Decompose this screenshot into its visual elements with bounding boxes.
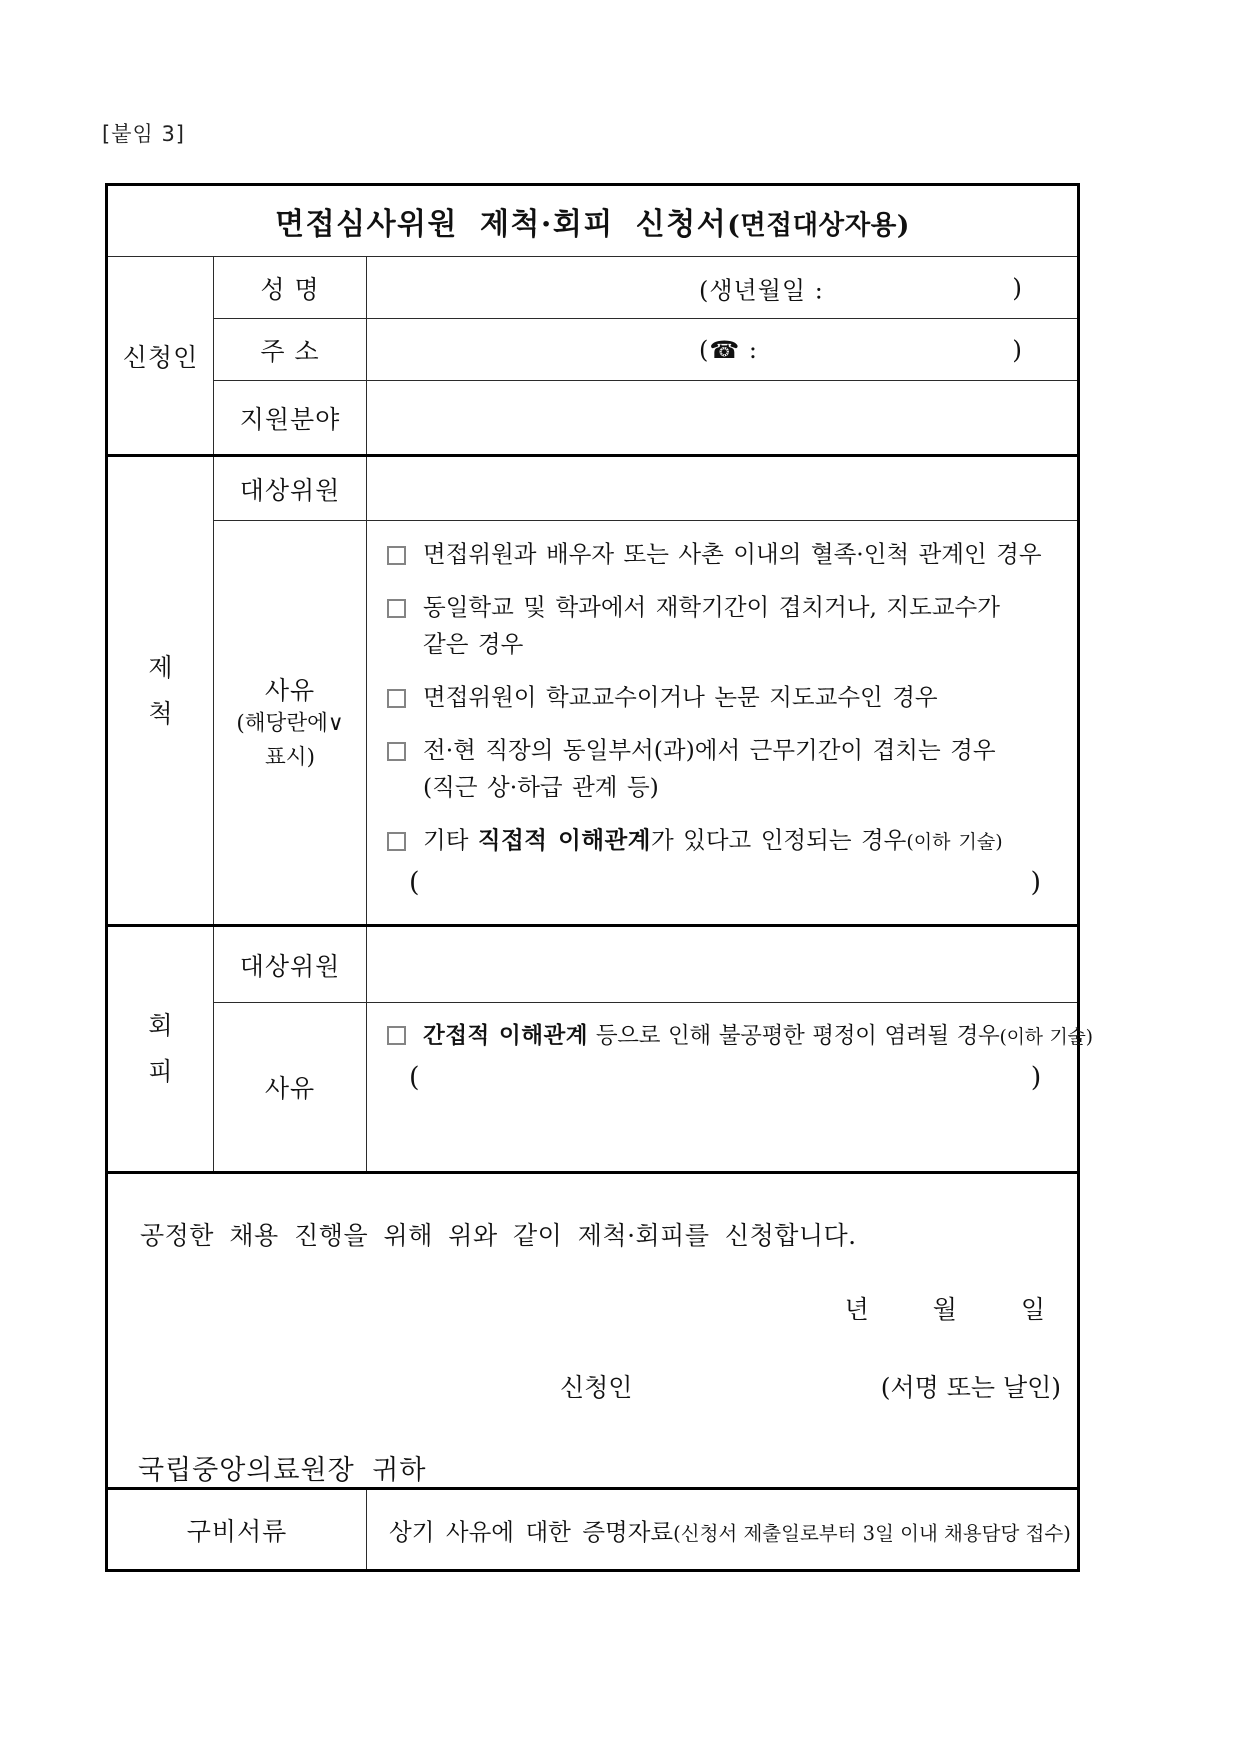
exclusion-reason-item: 동일학교 및 학과에서 재학기간이 겹치거나, 지도교수가 같은 경우 [387,589,1061,663]
exclusion-reason-list [367,521,1079,926]
birthdate-note-close: ) [1012,273,1023,302]
recusal-reason-field[interactable]: ( ) [409,1062,1042,1093]
checkbox-icon[interactable] [387,1026,406,1045]
application-field-label: 지원분야 [214,381,367,456]
phone-note-close: ) [1012,335,1023,364]
phone-icon: ☎ [709,335,741,364]
declaration-statement: 공정한 채용 진행을 위해 위와 같이 제척·회피를 신청합니다. [140,1221,857,1250]
date-month-label: 월 [932,1295,957,1324]
name-field[interactable] [367,257,1079,319]
exclusion-row-label: 제 척 [107,456,214,926]
exclusion-target-field[interactable] [367,456,1079,521]
checkbox-icon[interactable] [387,599,406,618]
recusal-target-label: 대상위원 [214,926,367,1003]
birthdate-note: (생년월일 : [699,276,824,304]
documents-text: 상기 사유에 대한 증명자료 [389,1517,674,1546]
recipient-line: 국립중앙의료원장 귀하 [138,1455,427,1486]
date-day-label: 일 [1020,1295,1046,1324]
signature-line [108,1368,1077,1404]
phone-note [699,336,758,364]
exclusion-reason-label: 사유 (해당란에∨ 표시) [214,521,367,926]
application-field-input[interactable] [367,381,1079,456]
applicant-row-label: 신청인 [107,257,214,456]
applicant-signature-label: 신청인 [560,1373,633,1402]
address-label: 주 소 [214,319,367,381]
date-year-label: 년 [844,1295,869,1324]
recusal-reason-list [367,1003,1093,1173]
exclusion-reason-item: 면접위원과 배우자 또는 사촌 이내의 혈족·인척 관계인 경우 [387,536,1061,573]
name-label: 성 명 [214,257,367,319]
checkbox-icon[interactable] [387,832,406,851]
recusal-reason-label: 사유 [214,1003,367,1173]
recusal-target-field[interactable] [367,926,1079,1003]
recusal-row-label: 회 피 [107,926,214,1173]
form-title-suffix: (면접대상자용) [727,210,910,241]
exclusion-reason-item: 기타 직접적 이해관계가 있다고 인정되는 경우(이하 기술) [387,822,1061,861]
phone-note-colon: : [740,335,758,364]
exclusion-target-label: 대상위원 [214,456,367,521]
exclusion-reason-item: 전·현 직장의 동일부서(과)에서 근무기간이 겹치는 경우 (직근 상·하급 관계 등) [387,732,1061,806]
recusal-reason-item: 간접적 이해관계 등으로 인해 불공평한 평정이 염려될 경우(이하 기술) [387,1018,1061,1056]
date-line [108,1290,1077,1326]
documents-note: (신청서 제출일로부터 3일 이내 채용담당 접수) [673,1521,1071,1545]
exclusion-recusal-application-form [105,183,1093,1572]
address-field[interactable] [367,319,1079,381]
checkbox-icon[interactable] [387,546,406,565]
declaration-block [107,1173,1079,1489]
checkbox-icon[interactable] [387,742,406,761]
attachment-label: [붙임 3] [102,122,185,146]
documents-label: 구비서류 [107,1489,367,1571]
sign-or-seal-note: (서명 또는 날인) [880,1373,1062,1402]
form-title: 면접심사위원 제척·회피 신청서 [275,207,728,242]
exclusion-other-reason-field[interactable]: ( ) [409,867,1042,898]
documents-value [367,1489,1079,1571]
phone-note-open-paren: ( [699,335,710,364]
form-title-cell [107,185,1079,257]
exclusion-reason-item: 면접위원이 학교교수이거나 논문 지도교수인 경우 [387,679,1061,716]
checkbox-icon[interactable] [387,689,406,708]
